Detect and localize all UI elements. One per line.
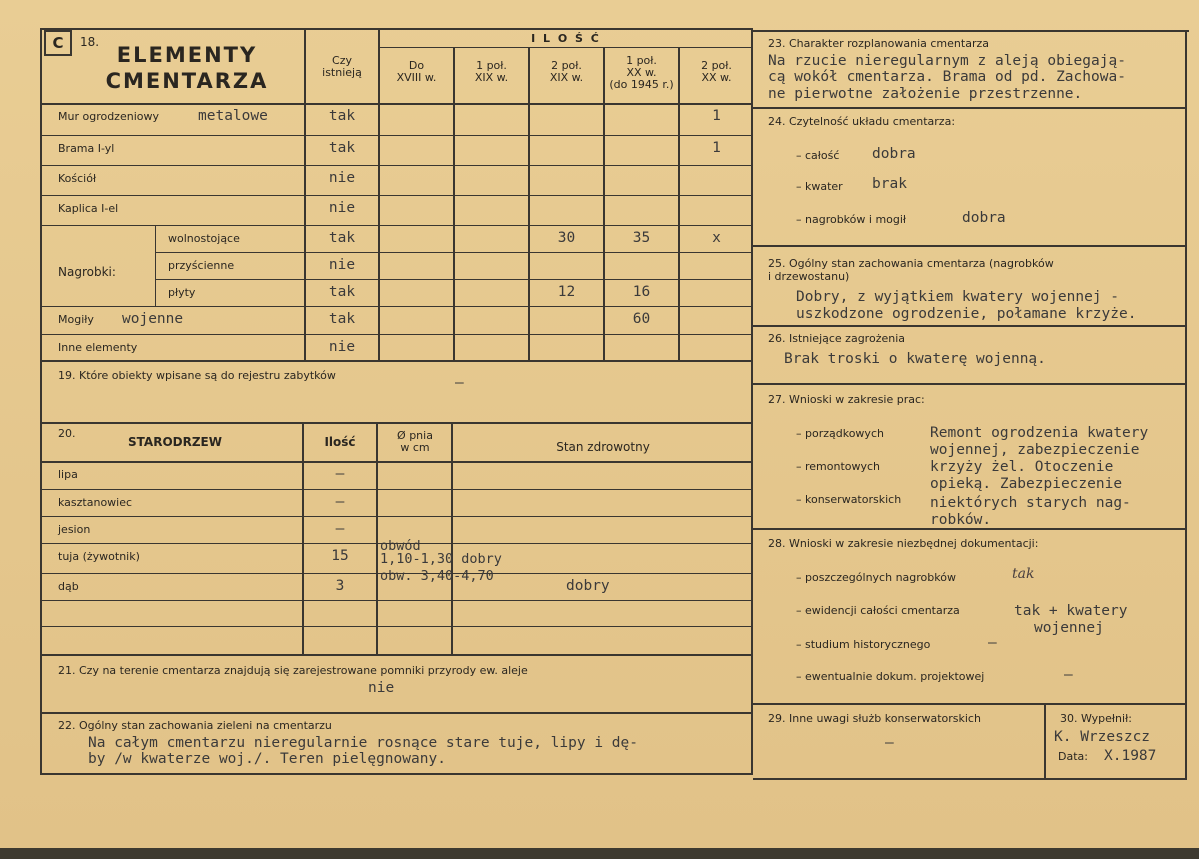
s20-row-ilosc-2: – (335, 521, 345, 537)
s18-row-label-6: płyty (168, 286, 196, 299)
s28-value-projektowej: – (1064, 667, 1073, 683)
s20-bottom (40, 654, 753, 656)
card-bottom-edge (0, 848, 1199, 859)
s18-vline-c4 (678, 48, 680, 360)
section-30-date-label: Data: (1058, 750, 1088, 763)
s18-bottom (40, 360, 753, 362)
section-22-line1: Na całym cmentarzu nieregularnie rosnące stare tuje, lipy i dę- (88, 735, 638, 751)
s18-row-line-3 (40, 195, 753, 196)
s18-row-czy-0: tak (328, 108, 356, 124)
s18-cell-6-3: 16 (632, 284, 651, 300)
section-22-label: 22. Ogólny stan zachowania zieleni na cmentarzu (58, 719, 332, 732)
s20-row-pien-4: obw. 3,40-4,70 (380, 568, 494, 584)
section-25-label2: i drzewostanu) (768, 270, 850, 283)
s27-text-4: opieką. Zabezpieczenie (930, 476, 1123, 492)
top-border-left (40, 28, 753, 30)
letter-c-box: C (44, 30, 72, 56)
section-29-value: – (885, 735, 894, 751)
s20-row-name-3: tuja (żywotnik) (58, 550, 140, 563)
section-23-line1: Na rzucie nieregularnym z aleją obiegają- (768, 53, 1126, 69)
section-23-line2: cą wokół cmentarza. Brama od pd. Zachowa- (768, 69, 1126, 85)
section-21-value: nie (368, 680, 395, 696)
s24-value-kwater: brak (872, 176, 907, 192)
s20-row-name-0: lipa (58, 468, 78, 481)
right-top (753, 30, 1189, 32)
s20-row-name-1: kasztanowiec (58, 496, 133, 509)
s18-row-hand-7: wojenne (122, 311, 184, 327)
section-22-line2: by /w kwaterze woj./. Teren pielęgnowany. (88, 751, 446, 767)
s28-value-ewidencji: tak + kwatery (1014, 603, 1128, 619)
s18-row-czy-7: tak (328, 311, 356, 327)
s27-text-1: Remont ogrodzenia kwatery (930, 425, 1149, 441)
col-ilosc-header: I L O Ś Ć (531, 32, 601, 45)
s27-text-3: krzyży żel. Otoczenie (930, 459, 1114, 475)
s18-row-line-4 (40, 225, 753, 226)
col-ilosc: Ilość (324, 435, 356, 449)
section-23-line3: ne pierwotne założenie przestrzenne. (768, 86, 1083, 102)
s28-value-nagrobkow: tak (1012, 566, 1035, 582)
section-30-name: K. Wrzeszcz (1054, 729, 1151, 745)
s18-row-label-1: Brama I-yl (58, 142, 115, 155)
s24-item-calosc: – całość (796, 149, 840, 162)
s20-row-ilosc-1: – (335, 494, 345, 510)
s20-vline-pnia (376, 424, 378, 654)
s18-cell-0-4: 1 (712, 108, 721, 124)
section-30-label: 30. Wypełnił: (1060, 712, 1132, 725)
col-period-1: 1 poł. XIX w. (474, 59, 509, 84)
s18-row-line-1 (40, 135, 753, 136)
s18-row-czy-1: tak (328, 140, 356, 156)
s18-row-line-2 (40, 165, 753, 166)
s18-row-line-5 (155, 252, 753, 253)
section-19-value: – (455, 375, 464, 391)
section-27-label: 27. Wnioski w zakresie prac: (768, 393, 925, 406)
s18-row-label-5: przyścienne (168, 259, 235, 272)
s18-row-line-7 (40, 306, 753, 307)
s24-value-nagrobkow: dobra (962, 210, 1006, 226)
col-czy-istnieja: Czy istnieją (322, 54, 362, 79)
s18-row-label-4: wolnostojące (168, 232, 240, 245)
s18-row-czy-3: nie (328, 200, 356, 216)
s24-item-nagrobkow: – nagrobków i mogił (796, 213, 907, 226)
bottom-border-left (40, 773, 753, 775)
col-pnia: Ø pnia w cm (397, 429, 433, 454)
section-19-label: 19. Które obiekty wpisane są do rejestru zabytków (58, 369, 336, 382)
s18-cell-6-2: 12 (557, 284, 576, 300)
s24-item-kwater: – kwater (796, 180, 843, 193)
section-20-number: 20. (58, 427, 76, 440)
section-25-line2: uszkodzone ogrodzenie, połamane krzyże. (796, 306, 1137, 322)
s18-row-line-6 (155, 279, 753, 280)
section-25-line1: Dobry, z wyjątkiem kwatery wojennej - (796, 289, 1120, 305)
col-period-0: Do XVIII w. (396, 59, 437, 84)
s20-row-ilosc-4: 3 (335, 578, 345, 594)
s20-vline-stan (451, 424, 453, 654)
s18-cell-4-2: 30 (557, 230, 576, 246)
s18-cell-4-4: x (712, 230, 721, 246)
section-18-title-line1: ELEMENTY (116, 43, 258, 67)
s18-row-czy-5: nie (328, 257, 356, 273)
s23-bottom (753, 107, 1185, 109)
col-period-2: 2 poł. XIX w. (549, 59, 584, 84)
s27-text-5: niektórych starych nag- (930, 495, 1131, 511)
section-25-label1: 25. Ogólny stan zachowania cmentarza (nagrobków (768, 257, 1054, 270)
s18-vline-c1 (453, 48, 455, 360)
s20-vline-ilosc (302, 424, 304, 654)
s21-bottom (40, 712, 753, 714)
s18-cell-1-4: 1 (712, 140, 721, 156)
col-stan-zdrowotny: Stan zdrowotny (556, 440, 650, 454)
s27-text-2: wojennej, zabezpieczenie (930, 442, 1140, 458)
section-26-value: Brak troski o kwaterę wojenną. (784, 351, 1046, 367)
s18-cell-7-3: 60 (632, 311, 651, 327)
s18-ilosc-underline (378, 47, 751, 48)
s28-value-ewidencji-2: wojennej (1034, 620, 1104, 636)
s27-item-porzadkowych: – porządkowych (796, 427, 884, 440)
s26-bottom (753, 383, 1185, 385)
col-period-3: 1 poł. XX w. (do 1945 r.) (609, 54, 674, 91)
s20-row-line-1 (40, 489, 753, 490)
s27-item-konserwatorskich: – konserwatorskich (796, 493, 902, 506)
s20-row-line-6 (40, 626, 753, 627)
section-20-title: STARODRZEW (128, 435, 222, 449)
s18-row-label-0: Mur ogrodzeniowy (58, 110, 159, 123)
nagrobki-label: Nagrobki: (58, 265, 116, 279)
s18-row-label-7: Mogiły (58, 313, 94, 326)
s28-item-nagrobkow: – poszczególnych nagrobków (796, 571, 956, 584)
s28-item-projektowej: – ewentualnie dokum. projektowej (796, 670, 985, 683)
right-border (1185, 30, 1187, 780)
s20-row-ilosc-0: – (335, 466, 345, 482)
section-29-label: 29. Inne uwagi służb konserwatorskich (768, 712, 981, 725)
s18-row-label-2: Kościół (58, 172, 97, 185)
s20-row-line-5 (40, 600, 753, 601)
s18-row-czy-6: tak (328, 284, 356, 300)
s18-row-label-3: Kaplica I-el (58, 202, 119, 215)
s18-row-line-8 (40, 334, 753, 335)
section-26-label: 26. Istniejące zagrożenia (768, 332, 906, 345)
section-21-label: 21. Czy na terenie cmentarza znajdują się zarejestrowane pomniki przyrody ew. aleje (58, 664, 528, 677)
section-18-title-line2: CMENTARZA (105, 69, 269, 93)
s18-row-czy-8: nie (328, 339, 356, 355)
s18-header-bottom (40, 103, 753, 105)
s18-cell-4-3: 35 (632, 230, 651, 246)
s24-bottom (753, 245, 1185, 247)
s20-row-name-4: dąb (58, 580, 79, 593)
section-24-label: 24. Czytelność układu cmentarza: (768, 115, 956, 128)
s28-bottom (753, 703, 1185, 705)
s20-row-ilosc-3: 15 (331, 548, 349, 564)
s19-bottom (40, 422, 753, 424)
s20-row-stan-4: dobry (566, 578, 610, 594)
s27-item-remontowych: – remontowych (796, 460, 881, 473)
left-border (40, 28, 42, 775)
section-28-label: 28. Wnioski w zakresie niezbędnej dokumentacji: (768, 537, 1039, 550)
s25-bottom (753, 325, 1185, 327)
s27-bottom (753, 528, 1185, 530)
s20-header-bottom (40, 461, 753, 463)
s27-text-6: robków. (930, 512, 992, 528)
s20-row-line-2 (40, 516, 753, 517)
s18-row-label-8: Inne elementy (58, 341, 138, 354)
s18-nagrobki-divider (155, 225, 156, 306)
section-23-label: 23. Charakter rozplanowania cmentarza (768, 37, 989, 50)
col-period-4: 2 poł. XX w. (701, 59, 732, 84)
s24-value-calosc: dobra (872, 146, 916, 162)
right-bottom (753, 778, 1187, 780)
s18-row-czy-2: nie (328, 170, 356, 186)
s18-row-czy-4: tak (328, 230, 356, 246)
s20-row-pien-3: obwód 1,10-1,30 dobry (380, 538, 502, 567)
s20-row-name-2: jesion (58, 523, 91, 536)
s18-row-hand-0: metalowe (198, 108, 268, 124)
s29-s30-divider (1044, 705, 1046, 780)
s28-value-studium: – (988, 635, 997, 651)
s28-item-ewidencji: – ewidencji całości cmentarza (796, 604, 960, 617)
section-30-date: X.1987 (1104, 748, 1157, 764)
s28-item-studium: – studium historycznego (796, 638, 931, 651)
s18-vline-c2 (528, 48, 530, 360)
section-18-number: 18. (80, 35, 100, 49)
